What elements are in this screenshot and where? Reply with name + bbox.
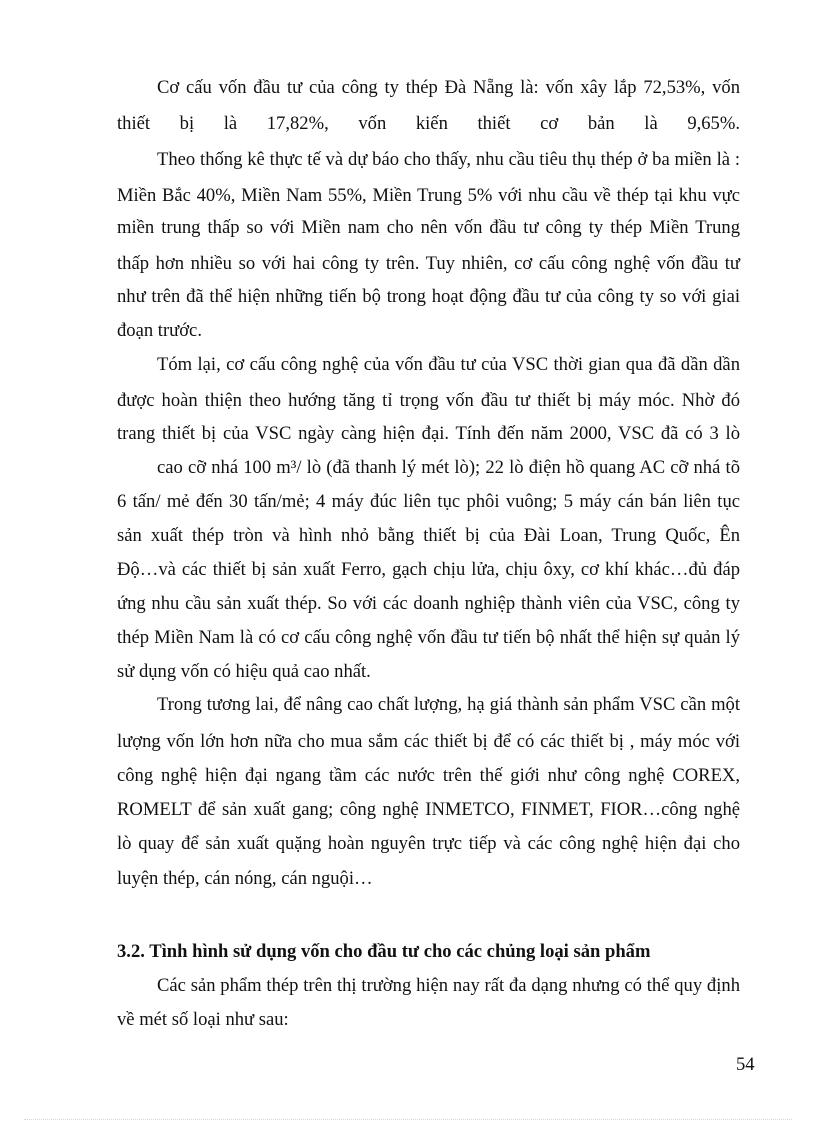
- page-number: 54: [736, 1054, 755, 1075]
- text-line: sử dụng vốn có hiệu quả cao nhất.: [117, 661, 371, 682]
- text-line: ứng nhu cầu sản xuất thép. So với các doanh nghiệp thành viên của VSC, công ty: [117, 593, 740, 614]
- text-line: Theo thống kê thực tế và dự báo cho thấy, nhu cầu tiêu thụ thép ở ba miền là :: [157, 149, 740, 170]
- text-line: sản xuất thép tròn và hình nhỏ bằng thiết bị của Đài Loan, Trung Quốc, Ên: [117, 525, 740, 546]
- text-line: luyện thép, cán nóng, cán nguội…: [117, 868, 373, 889]
- text-line: 6 tấn/ mẻ đến 30 tấn/mẻ; 4 máy đúc liên tục phôi vuông; 5 máy cán bán liên tục: [117, 491, 740, 512]
- text-line: miền trung thấp so với Miền nam cho nên vốn đầu tư công ty thép Miền Trung: [117, 217, 740, 238]
- text-line: Trong tương lai, để nâng cao chất lượng, hạ giá thành sản phẩm VSC cần một: [157, 694, 740, 715]
- text-line: Cơ cấu vốn đầu tư của công ty thép Đà Nẵng là: vốn xây lắp 72,53%, vốn: [157, 77, 740, 98]
- section-heading: 3.2. Tình hình sử dụng vốn cho đầu tư cho các chủng loại sản phẩm: [117, 941, 651, 962]
- text-line: cao cỡ nhá 100 m³/ lò (đã thanh lý mét lò); 22 lò điện hồ quang AC cỡ nhá tõ: [157, 457, 740, 478]
- text-line: công nghệ hiện đại ngang tầm các nước trên thế giới như công nghệ COREX,: [117, 765, 740, 786]
- text-line: thấp hơn nhiều so với hai công ty trên. Tuy nhiên, cơ cấu công nghệ vốn đầu tư: [117, 253, 740, 274]
- text-line: Độ…và các thiết bị sản xuất Ferro, gạch chịu lửa, chịu ôxy, cơ khí khác…đủ đáp: [117, 559, 740, 580]
- text-line: được hoàn thiện theo hướng tăng tỉ trọng vốn đầu tư thiết bị máy móc. Nhờ đó: [117, 390, 740, 411]
- text-line: lượng vốn lớn hơn nữa cho mua sắm các thiết bị để có các thiết bị , máy móc với: [117, 731, 740, 752]
- text-line: trang thiết bị của VSC ngày càng hiện đại. Tính đến năm 2000, VSC đã có 3 lò: [117, 423, 740, 444]
- footer-divider: [24, 1119, 792, 1120]
- text-line: Tóm lại, cơ cấu công nghệ của vốn đầu tư của VSC thời gian qua đã dần dần: [157, 354, 740, 375]
- text-line: ROMELT để sản xuất gang; công nghệ INMETCO, FINMET, FIOR…công nghệ: [117, 799, 740, 820]
- text-line: lò quay để sản xuất quặng hoàn nguyên trực tiếp và các công nghệ hiện đại cho: [117, 833, 740, 854]
- text-line: Miền Bắc 40%, Miền Nam 55%, Miền Trung 5% với nhu cầu về thép tại khu vực: [117, 185, 740, 206]
- text-line: về mét số loại như sau:: [117, 1009, 289, 1030]
- text-line: thép Miền Nam là có cơ cấu công nghệ vốn đầu tư tiến bộ nhất thể hiện sự quản lý: [117, 627, 740, 648]
- text-line: đoạn trước.: [117, 320, 202, 341]
- text-line: như trên đã thể hiện những tiến bộ trong hoạt động đầu tư của công ty so với giai: [117, 286, 740, 307]
- text-line: thiết bị là 17,82%, vốn kiến thiết cơ bản là 9,65%.: [117, 113, 740, 134]
- text-line: Các sản phẩm thép trên thị trường hiện nay rất đa dạng nhưng có thể quy định: [157, 975, 740, 996]
